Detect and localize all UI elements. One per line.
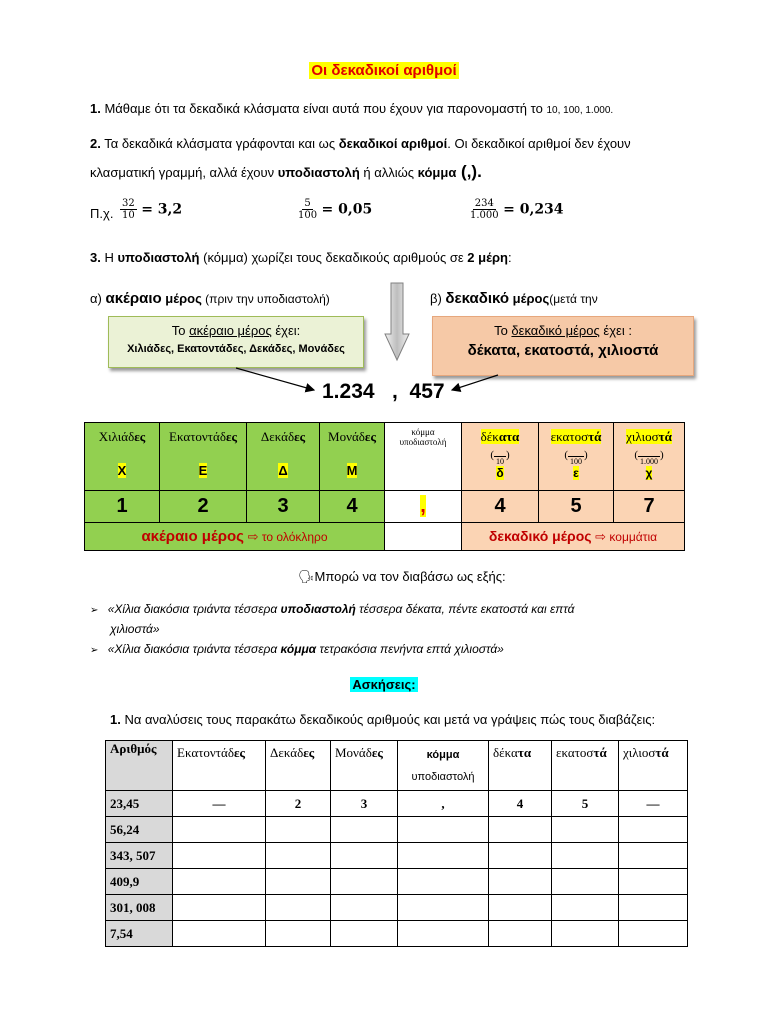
digit-tenths: 4: [462, 491, 539, 523]
header-number: Αριθμός: [106, 741, 173, 791]
paragraph-2-line-1: 2. Τα δεκαδικά κλάσματα γράφονται και ως δεκαδικοί αριθμοί. Οι δεκαδικοί αριθμοί δεν έχουν: [90, 136, 631, 151]
part-a: α) ακέραιο μέρος (πριν την υποδιαστολή): [90, 290, 330, 307]
table-header-row: [106, 741, 688, 791]
col-comma: κόμμα υποδιαστολή: [385, 423, 462, 491]
speaking-head-icon: 🗣: [298, 569, 315, 584]
examples-label: Π.χ.: [90, 206, 114, 221]
table-row: 56,24: [106, 817, 688, 843]
header-tenths: δέκατα: [489, 741, 552, 791]
empty-cell: [385, 523, 462, 551]
exercise-1: 1. Να αναλύσεις τους παρακάτω δεκαδικούς αριθμούς και μετά να γράψεις πώς τους διαβάζεις:: [110, 712, 656, 727]
col-thousands: Χιλιάδες Χ: [85, 423, 160, 491]
digit-comma: ,: [385, 491, 462, 523]
example-3: $\frac{234}{1.000}$ = 0,234: [470, 198, 564, 221]
place-value-table: [84, 422, 685, 551]
arrowhead-bullet-icon: ➢: [90, 645, 99, 656]
header-hundreds: Εκατοντάδες: [173, 741, 266, 791]
table-row: 343, 507: [106, 843, 688, 869]
bullet-2: ➢ «Χίλια διακόσια τριάντα τέσσερα κόμμα τετρακόσια πενήντα επτά χιλιοστά»: [90, 642, 504, 656]
paragraph-1: 1. Μάθαμε ότι τα δεκαδικά κλάσματα είναι αυτά που έχουν για παρονομαστή το 10, 100, 1.000.: [90, 101, 614, 116]
pointer-arrows: [0, 0, 768, 420]
part-b: β) δεκαδικό μέρος(μετά την: [430, 290, 598, 307]
page-title: Οι δεκαδικοί αριθμοί: [311, 62, 457, 79]
integer-part-box: Το ακέραιο μέρος έχει: Χιλιάδες, Εκατοντάδες, Δεκάδες, Μονάδες: [108, 316, 364, 368]
digit-tens: 3: [247, 491, 320, 523]
digit-thousands: 1: [85, 491, 160, 523]
example-2: $\frac{5}{100}$ = 0,05: [298, 198, 373, 221]
integer-part-label: ακέραιο μέρος ⇨ το ολόκληρο: [85, 523, 385, 551]
col-tenths: δέκατα (10) δ: [462, 423, 539, 491]
bullet-1-cont: χιλιοστά»: [110, 622, 160, 636]
col-tens: Δεκάδες Δ: [247, 423, 320, 491]
right-arrow-icon: ⇨: [595, 529, 607, 544]
exercises-title: Ασκήσεις:: [352, 677, 416, 692]
decimal-part-box: Το δεκαδικό μέρος έχει : δέκατα, εκατοστά, χιλιοστά: [432, 316, 694, 376]
arrowhead-bullet-icon: ➢: [90, 605, 99, 616]
header-tens: Δεκάδες: [266, 741, 331, 791]
header-comma: κόμμα υποδιαστολή: [398, 741, 489, 791]
digit-hundreds: 2: [160, 491, 247, 523]
col-hundredths: εκατοστά (100) ε: [539, 423, 614, 491]
header-thousandths: χιλιοστά: [619, 741, 688, 791]
bullet-1: ➢ «Χίλια διακόσια τριάντα τέσσερα υποδιαστολή τέσσερα δέκατα, πέντε εκατοστά και επτά: [90, 602, 575, 616]
right-arrow-icon: ⇨: [247, 529, 259, 544]
decimal-part-label: δεκαδικό μέρος ⇨ κομμάτια: [462, 523, 685, 551]
header-units: Μονάδες: [331, 741, 398, 791]
paragraph-3: 3. Η υποδιαστολή (κόμμα) χωρίζει τους δεκαδικούς αριθμούς σε 2 μέρη:: [90, 250, 512, 265]
col-thousandths: χιλιοστά (1.000) χ: [614, 423, 685, 491]
digit-thousandths: 7: [614, 491, 685, 523]
example-1: $\frac{32}{10}$ = 3,2: [122, 198, 183, 221]
header-hundredths: εκατοστά: [552, 741, 619, 791]
example-number: 1.234 , 457: [322, 380, 445, 403]
read-line: 🗣Μπορώ να τον διαβάσω ως εξής:: [298, 569, 506, 584]
digit-units: 4: [320, 491, 385, 523]
arrow-to-integer: [236, 368, 314, 390]
col-units: Μονάδες Μ: [320, 423, 385, 491]
digit-hundredths: 5: [539, 491, 614, 523]
paragraph-2-line-2: κλασματική γραμμή, αλλά έχουν υποδιαστολή ή αλλιώς κόμμα (,).: [90, 162, 482, 181]
col-hundreds: Εκατοντάδες Ε: [160, 423, 247, 491]
exercise-table: [105, 740, 688, 947]
table-row: 301, 008: [106, 895, 688, 921]
arrow-to-decimal: [452, 375, 498, 390]
table-row: 7,54: [106, 921, 688, 947]
table-row: 23,45 — 2 3 , 4 5 —: [106, 791, 688, 817]
table-row: 409,9: [106, 869, 688, 895]
